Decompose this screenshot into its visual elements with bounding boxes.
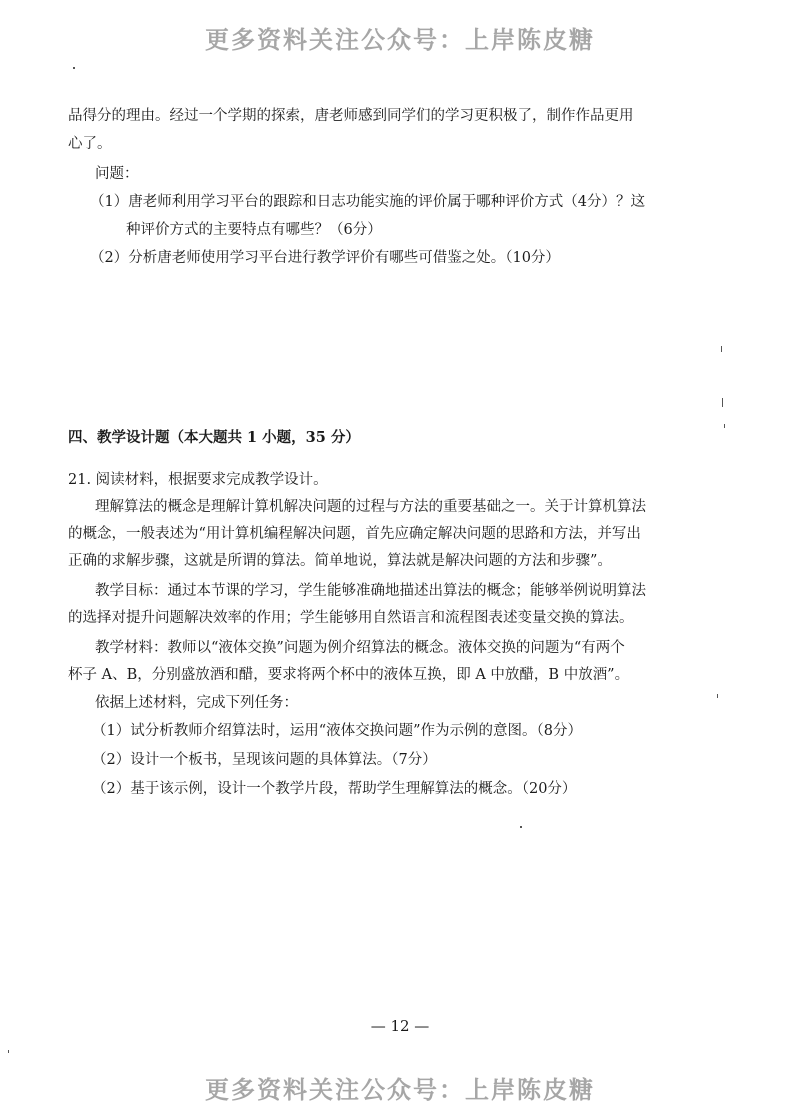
paragraph-line: 杯子 A、B，分别盛放酒和醋，要求将两个杯中的液体互换，即 A 中放醋，B 中放酒”。 bbox=[68, 667, 630, 683]
scan-speck bbox=[724, 424, 725, 428]
text-line: 品得分的理由。经过一个学期的探索，唐老师感到同学们的学习更积极了，制作作品更用 bbox=[68, 108, 634, 124]
scan-speck bbox=[721, 346, 722, 352]
scan-speck bbox=[717, 694, 718, 698]
paragraph-line: 的选择对提升问题解决效率的作用；学生能够用自然语言和流程图表述变量交换的算法。 bbox=[68, 610, 634, 626]
scan-speck bbox=[8, 1050, 9, 1053]
paragraph-line: 正确的求解步骤，这就是所谓的算法。简单地说，算法就是解决问题的方法和步骤”。 bbox=[68, 553, 612, 569]
scan-speck bbox=[73, 67, 75, 69]
section-heading: 四、教学设计题（本大题共 1 小题，35 分） bbox=[68, 429, 360, 446]
question-2: （2）分析唐老师使用学习平台进行教学评价有哪些可借鉴之处。（10分） bbox=[90, 250, 560, 266]
question-1-cont: 种评价方式的主要特点有哪些？（6分） bbox=[126, 222, 382, 238]
page-number: — 12 — bbox=[370, 1017, 430, 1035]
paragraph-line: 理解算法的概念是理解计算机解决问题的过程与方法的重要基础之一。关于计算机算法 bbox=[95, 499, 646, 515]
scan-speck bbox=[520, 826, 522, 828]
watermark-bottom: 更多资料关注公众号：上岸陈皮糖 bbox=[205, 1076, 595, 1104]
scan-speck bbox=[722, 398, 723, 407]
task-2: （2）设计一个板书，呈现该问题的具体算法。（7分） bbox=[92, 752, 437, 768]
watermark-top: 更多资料关注公众号：上岸陈皮糖 bbox=[205, 26, 595, 54]
problem-intro: 21. 阅读材料，根据要求完成教学设计。 bbox=[68, 472, 328, 488]
paragraph-line: 教学材料：教师以“液体交换”问题为例介绍算法的概念。液体交换的问题为“有两个 bbox=[95, 640, 625, 656]
question-1: （1）唐老师利用学习平台的跟踪和日志功能实施的评价属于哪种评价方式（4分）？这 bbox=[90, 194, 645, 210]
task-3: （2）基于该示例，设计一个教学片段，帮助学生理解算法的概念。（20分） bbox=[92, 781, 577, 797]
question-label: 问题： bbox=[95, 166, 139, 182]
text-line: 心了。 bbox=[68, 136, 112, 152]
task-intro: 依据上述材料，完成下列任务： bbox=[95, 695, 298, 711]
task-1: （1）试分析教师介绍算法时，运用“液体交换问题”作为示例的意图。（8分） bbox=[92, 723, 583, 739]
paragraph-line: 的概念，一般表述为“用计算机编程解决问题，首先应确定解决问题的思路和方法，并写出 bbox=[68, 526, 641, 542]
paragraph-line: 教学目标：通过本节课的学习，学生能够准确地描述出算法的概念；能够举例说明算法 bbox=[95, 583, 646, 599]
